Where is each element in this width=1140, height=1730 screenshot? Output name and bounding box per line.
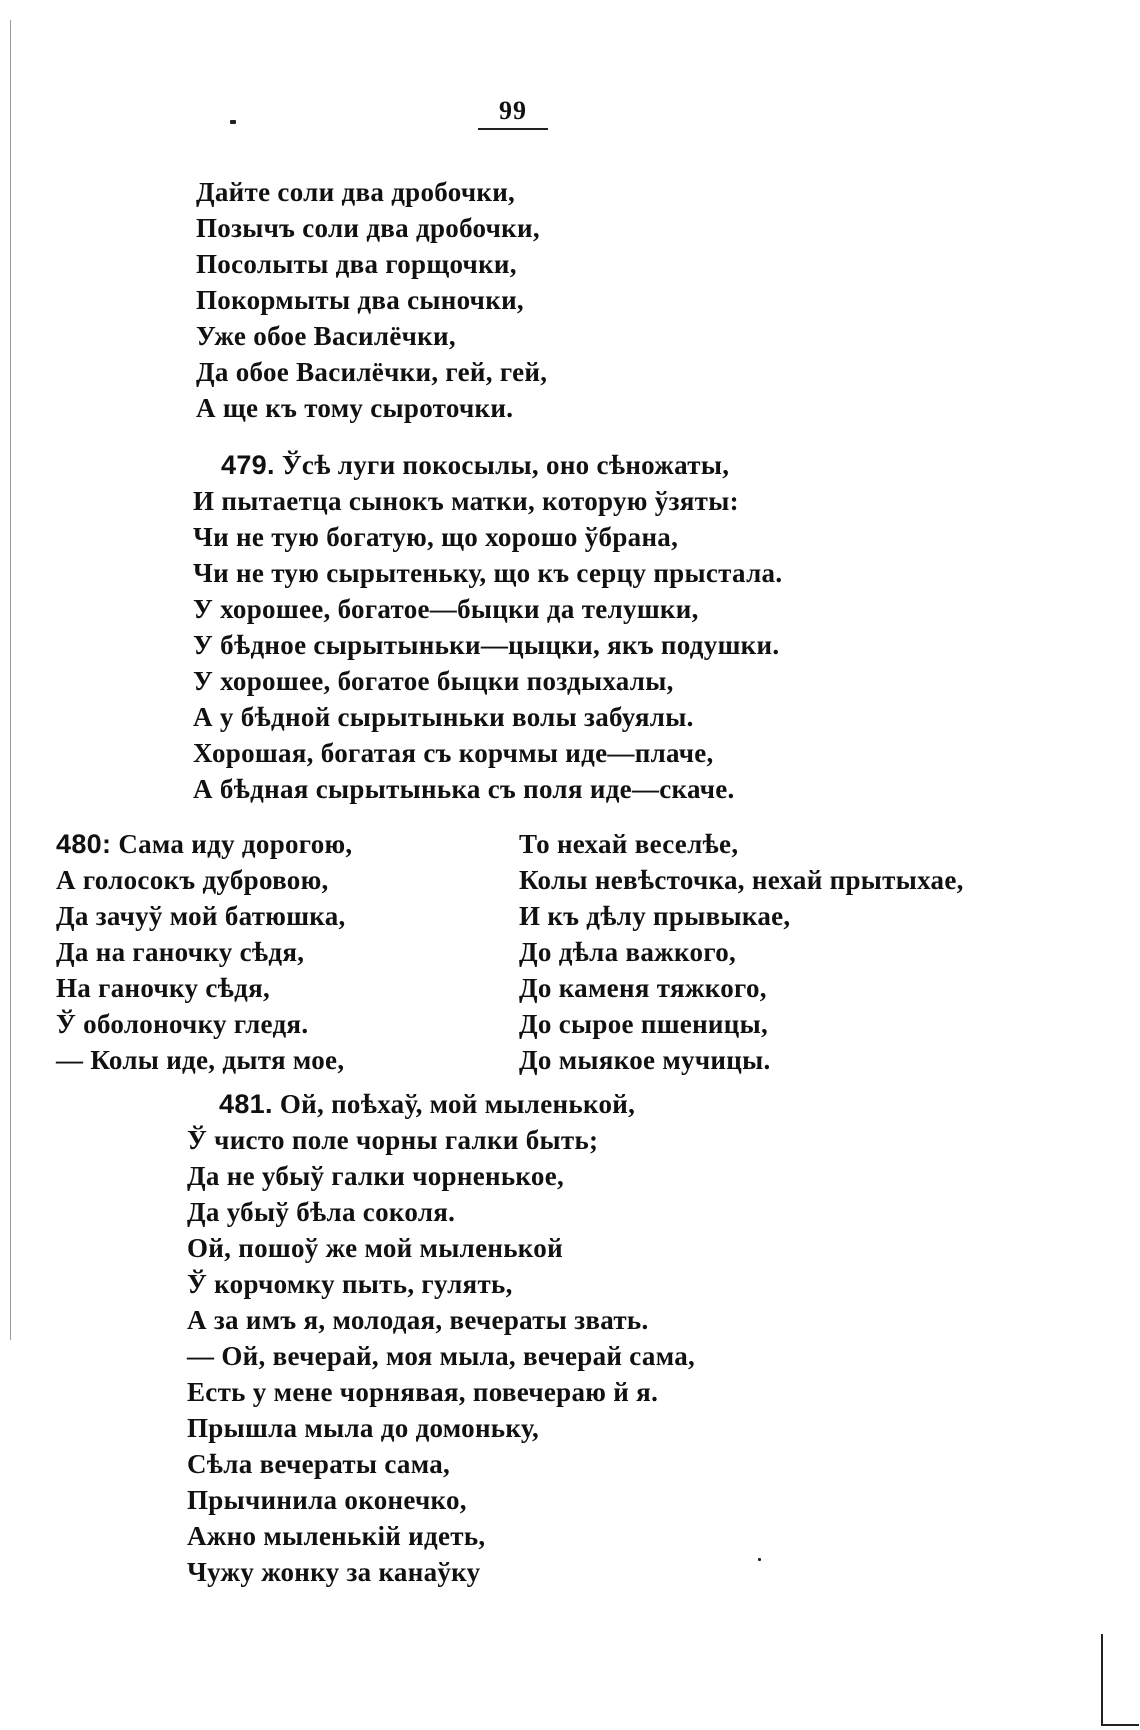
- verse-line: А за имъ я, молодая, вечераты звать.: [187, 1305, 649, 1335]
- verse-line: Прычинила оконечко,: [187, 1485, 467, 1515]
- verse-line: Колы невѣсточка, нехай прытыхае,: [519, 865, 964, 895]
- verse-line: Посолыты два горщочки,: [196, 249, 517, 279]
- verse-line: Есть у мене чорнявая, повечераю й я.: [187, 1377, 659, 1407]
- verse-line: Ой, пошоў же мой мыленькой: [187, 1233, 563, 1263]
- song-first-line: [56, 826, 352, 862]
- verse-text: Сама иду дорогою,: [118, 829, 353, 859]
- verse-line: До дѣла важкого,: [519, 937, 737, 967]
- verse-line: Прышла мыла до домоньку,: [187, 1413, 540, 1443]
- verse-line: У хорошее, богатое быцки поздыхалы,: [193, 666, 674, 696]
- verse-line: На ганочку сѣдя,: [56, 973, 271, 1003]
- verse-line: Позычъ соли два дробочки,: [196, 213, 540, 243]
- verse-line: И къ дѣлу прывыкае,: [519, 901, 791, 931]
- verse-line: До каменя тяжкого,: [519, 973, 767, 1003]
- song-number: 481.: [219, 1089, 273, 1119]
- song-480-left-column: [56, 826, 352, 1078]
- verse-line: Да обое Василёчки, гей, гей,: [196, 357, 548, 387]
- verse-line: Сѣла вечераты сама,: [187, 1449, 451, 1479]
- verse-line: А бѣдная сырытынька съ поля иде—скаче.: [193, 774, 735, 804]
- page-corner-mark: [1101, 1634, 1139, 1726]
- verse-line: Чи не тую богатую, що хорошо ўбрана,: [193, 522, 679, 552]
- song-481: [187, 1086, 695, 1590]
- verse-line: У бѣдное сырытыньки—цыцки, якъ подушки.: [193, 630, 780, 660]
- page-edge-line: [10, 20, 11, 1340]
- stanza-continuation: [196, 174, 547, 426]
- verse-line: То нехай веселѣе,: [519, 829, 739, 859]
- verse-line: И пытаетца сынокъ матки, которую ўзяты:: [193, 486, 739, 516]
- verse-line: Ў чисто поле чорны галки быть;: [187, 1125, 599, 1155]
- verse-line: — Ой, вечерай, моя мыла, вечерай сама,: [187, 1341, 696, 1371]
- song-first-line: [187, 1086, 695, 1122]
- verse-line: Уже обое Василёчки,: [196, 321, 456, 351]
- song-480-right-column: [519, 826, 964, 1078]
- verse-line: Хорошая, богатая съ корчмы иде—плаче,: [193, 738, 714, 768]
- verse-line: У хорошее, богатое—быцки да телушки,: [193, 594, 699, 624]
- verse-line: До сырое пшеницы,: [519, 1009, 769, 1039]
- verse-line: Ў корчомку пыть, гулять,: [187, 1269, 513, 1299]
- song-479: [193, 447, 782, 807]
- song-number: 479.: [221, 450, 275, 480]
- verse-line: А ще къ тому сыроточки.: [196, 393, 514, 423]
- verse-line: — Колы иде, дытя мое,: [56, 1045, 345, 1075]
- verse-line: Да зачуў мой батюшка,: [56, 901, 346, 931]
- verse-line: Ў оболоночку гледя.: [56, 1009, 309, 1039]
- song-number: 480:: [56, 829, 112, 859]
- ink-speck: [230, 120, 236, 124]
- verse-text: Ой, поѣхаў, мой мыленькой,: [279, 1089, 636, 1119]
- verse-line: Дайте соли два дробочки,: [196, 177, 516, 207]
- verse-line: До мыякое мучицы.: [519, 1045, 771, 1075]
- verse-line: Да убыў бѣла соколя.: [187, 1197, 456, 1227]
- verse-line: Чи не тую сырытеньку, що къ серцу прыстала.: [193, 558, 783, 588]
- verse-line: Да на ганочку сѣдя,: [56, 937, 305, 967]
- verse-line: Чужу жонку за канаўку: [187, 1557, 481, 1587]
- page-number: 99: [478, 96, 548, 130]
- verse-text: Ўсѣ луги покосылы, оно сѣножаты,: [281, 450, 730, 480]
- ink-speck: [758, 1558, 761, 1561]
- verse-line: Ажно мыленькій идеть,: [187, 1521, 486, 1551]
- song-first-line: [193, 447, 782, 483]
- verse-line: А голосокъ дубровою,: [56, 865, 329, 895]
- verse-line: Да не убыў галки чорненькое,: [187, 1161, 565, 1191]
- verse-line: А у бѣдной сырытыньки волы забуялы.: [193, 702, 694, 732]
- verse-line: Покормыты два сыночки,: [196, 285, 524, 315]
